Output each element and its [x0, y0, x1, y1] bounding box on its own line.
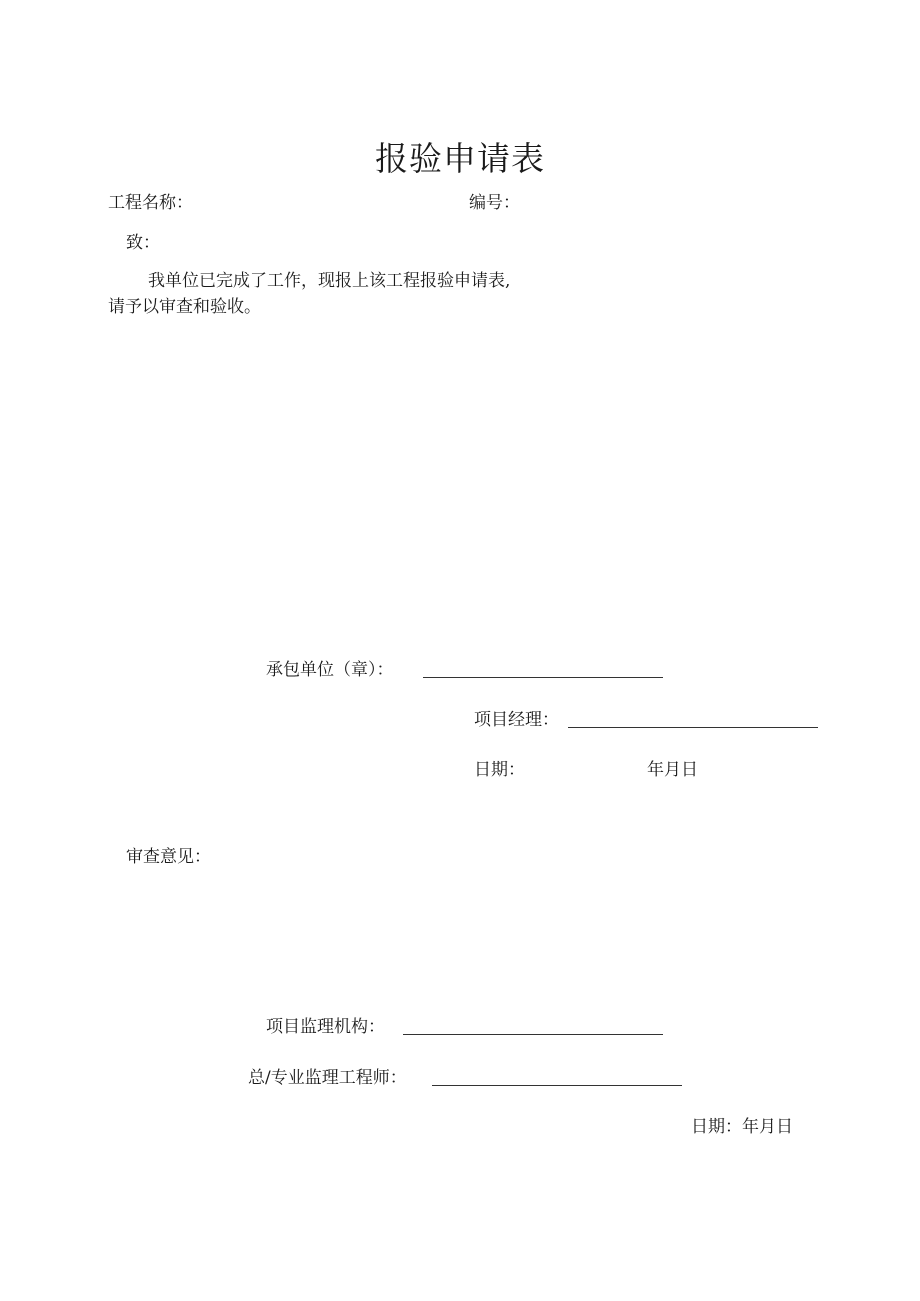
- supervisor-engineer-label: 总/专业监理工程师：: [248, 1068, 407, 1088]
- supervision-org-signature-line: [403, 1034, 663, 1035]
- body-line-2: 请予以审查和验收。: [108, 297, 261, 317]
- project-manager-signature-line: [568, 727, 818, 728]
- date-ymd-1: 年月日: [647, 760, 698, 780]
- to-label: 致：: [126, 233, 160, 253]
- review-opinion-label: 审查意见：: [126, 847, 211, 867]
- contractor-signature-line: [423, 677, 663, 678]
- date-full-2: 日期：年月日: [691, 1117, 793, 1137]
- supervisor-engineer-signature-line: [432, 1085, 682, 1086]
- contractor-label: 承包单位（章）：: [266, 660, 394, 680]
- project-manager-label: 项目经理：: [474, 710, 559, 730]
- project-name-label: 工程名称：: [108, 193, 193, 213]
- number-label: 编号：: [469, 193, 520, 213]
- supervision-org-label: 项目监理机构：: [266, 1017, 385, 1037]
- body-line-1: 我单位已完成了工作，现报上该工程报验申请表,: [148, 271, 511, 291]
- date-label-1: 日期：: [474, 760, 525, 780]
- document-title: 报验申请表: [375, 139, 545, 178]
